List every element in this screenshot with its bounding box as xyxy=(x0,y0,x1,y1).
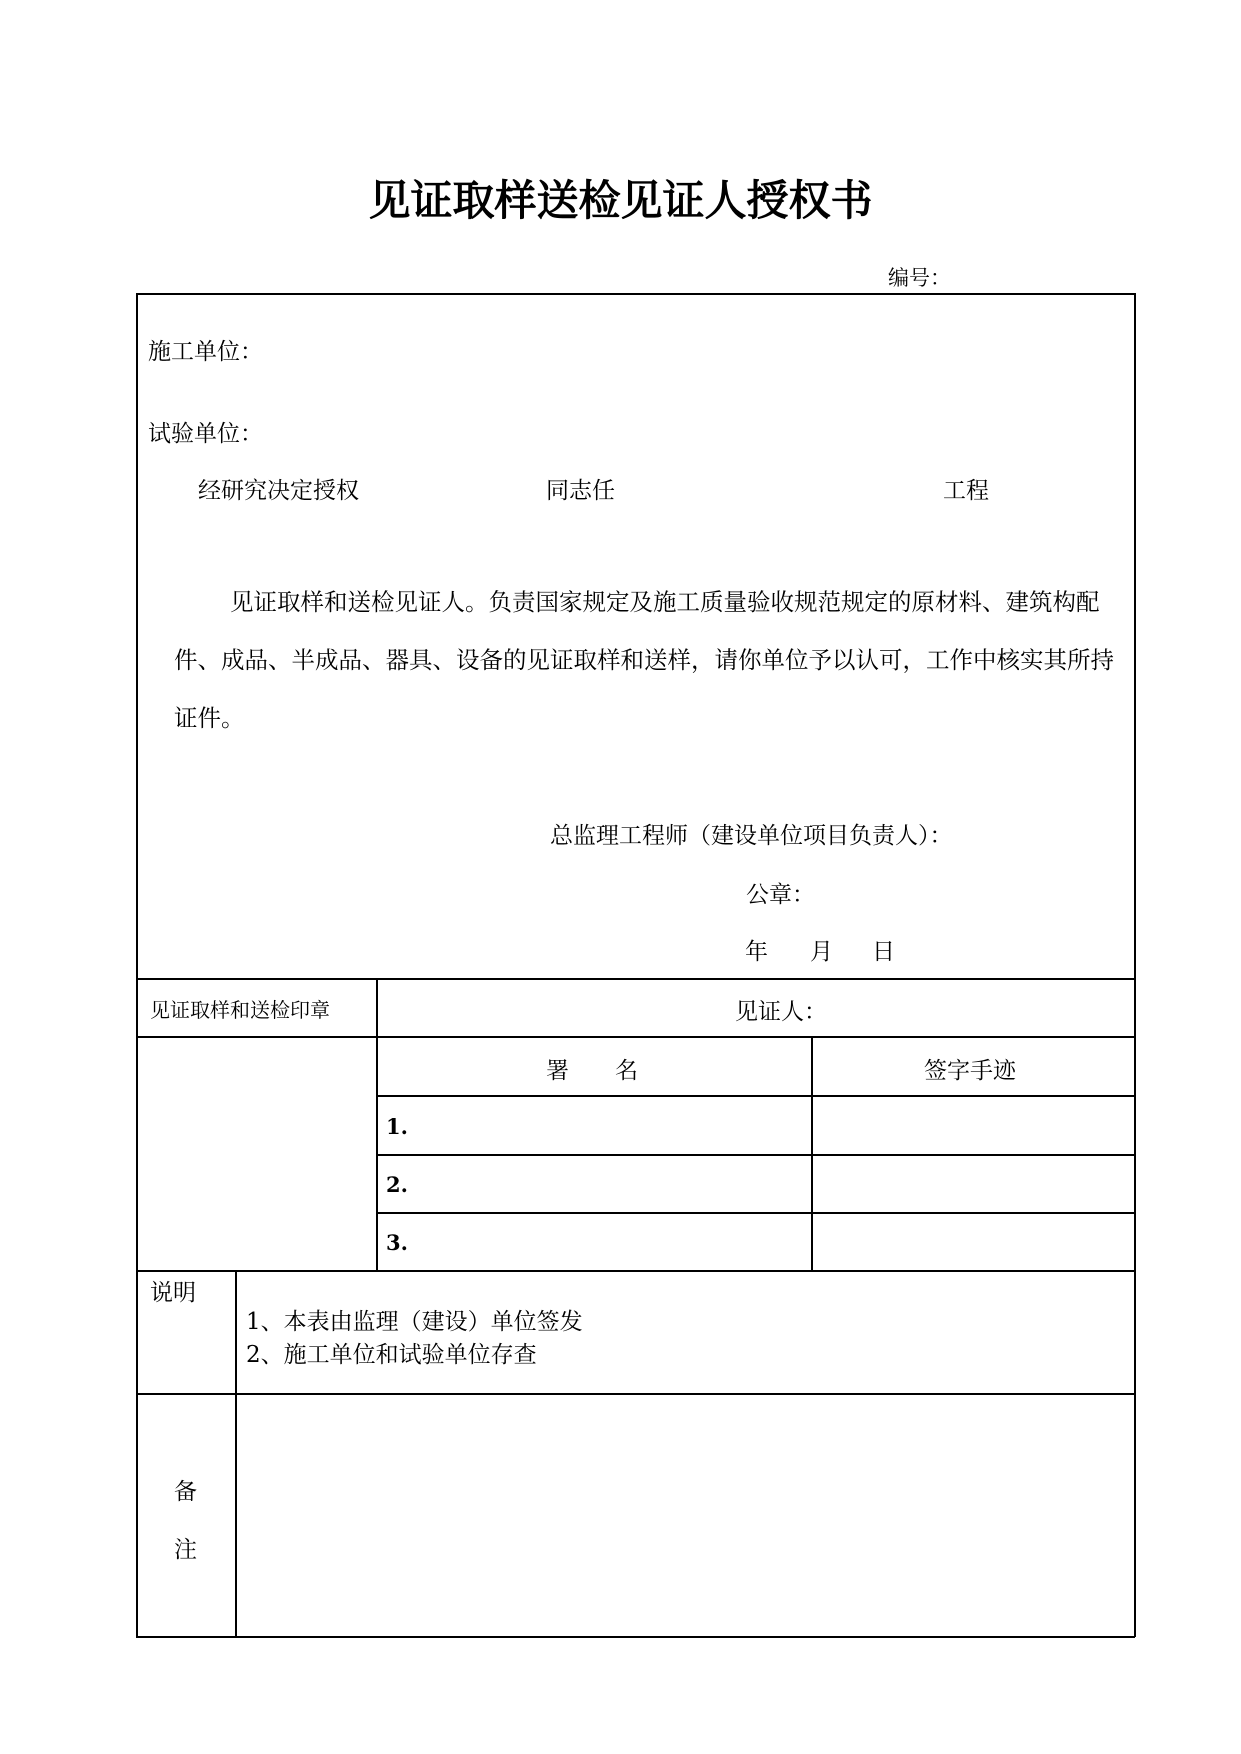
witness-label: 见证人： xyxy=(735,999,827,1025)
column-header-name: 署 名 xyxy=(546,1058,638,1084)
divider-witness-header xyxy=(136,1036,1135,1038)
column-header-signature: 签字手迹 xyxy=(924,1058,1016,1084)
serial-number-label: 编号： xyxy=(888,266,951,290)
notes-item-2: 2、施工单位和试验单位存查 xyxy=(246,1342,537,1368)
divider-authorization-bottom xyxy=(136,978,1135,980)
date-month-label: 月 xyxy=(810,939,833,965)
divider-row-2 xyxy=(376,1212,1135,1214)
notes-item-1: 1、本表由监理（建设）单位签发 xyxy=(246,1309,583,1335)
table-border-left xyxy=(136,293,138,1637)
remarks-label-line-1: 备 xyxy=(174,1479,197,1505)
notes-label: 说明 xyxy=(150,1280,196,1306)
table-border-right xyxy=(1134,293,1136,1637)
authorize-prefix: 经研究决定授权 xyxy=(198,478,359,504)
witness-row-2-number: 2. xyxy=(386,1172,408,1197)
divider-stamp-column xyxy=(376,978,378,1271)
stamp-label: 见证取样和送检印章 xyxy=(150,998,330,1022)
divider-col-header xyxy=(376,1095,1135,1097)
remarks-label-line-2: 注 xyxy=(174,1537,197,1563)
document-title: 见证取样送检见证人授权书 xyxy=(368,176,873,225)
authorization-paragraph: 见证取样和送检见证人。负责国家规定及施工质量验收规范规定的原材料、建筑构配件、成品、半成品、器具、设备的见证取样和送样，请你单位予以认可，工作中核实其所持证件。 xyxy=(174,588,1114,732)
comrade-label: 同志任 xyxy=(546,478,615,504)
table-border-bottom xyxy=(136,1636,1135,1638)
official-seal-label: 公章： xyxy=(746,882,815,908)
table-border-top xyxy=(136,293,1135,295)
date-year-label: 年 xyxy=(745,939,768,965)
remarks-area xyxy=(237,1395,1133,1635)
divider-witness-bottom xyxy=(136,1270,1135,1272)
divider-signature-column xyxy=(811,1036,813,1271)
test-unit-label: 试验单位： xyxy=(148,421,263,447)
project-label: 工程 xyxy=(943,478,989,504)
witness-row-1-number: 1. xyxy=(386,1114,408,1139)
chief-engineer-label: 总监理工程师（建设单位项目负责人）： xyxy=(550,823,953,849)
date-day-label: 日 xyxy=(872,939,895,965)
witness-row-3-number: 3. xyxy=(386,1230,408,1255)
construction-unit-label: 施工单位： xyxy=(148,339,263,365)
divider-row-1 xyxy=(376,1154,1135,1156)
